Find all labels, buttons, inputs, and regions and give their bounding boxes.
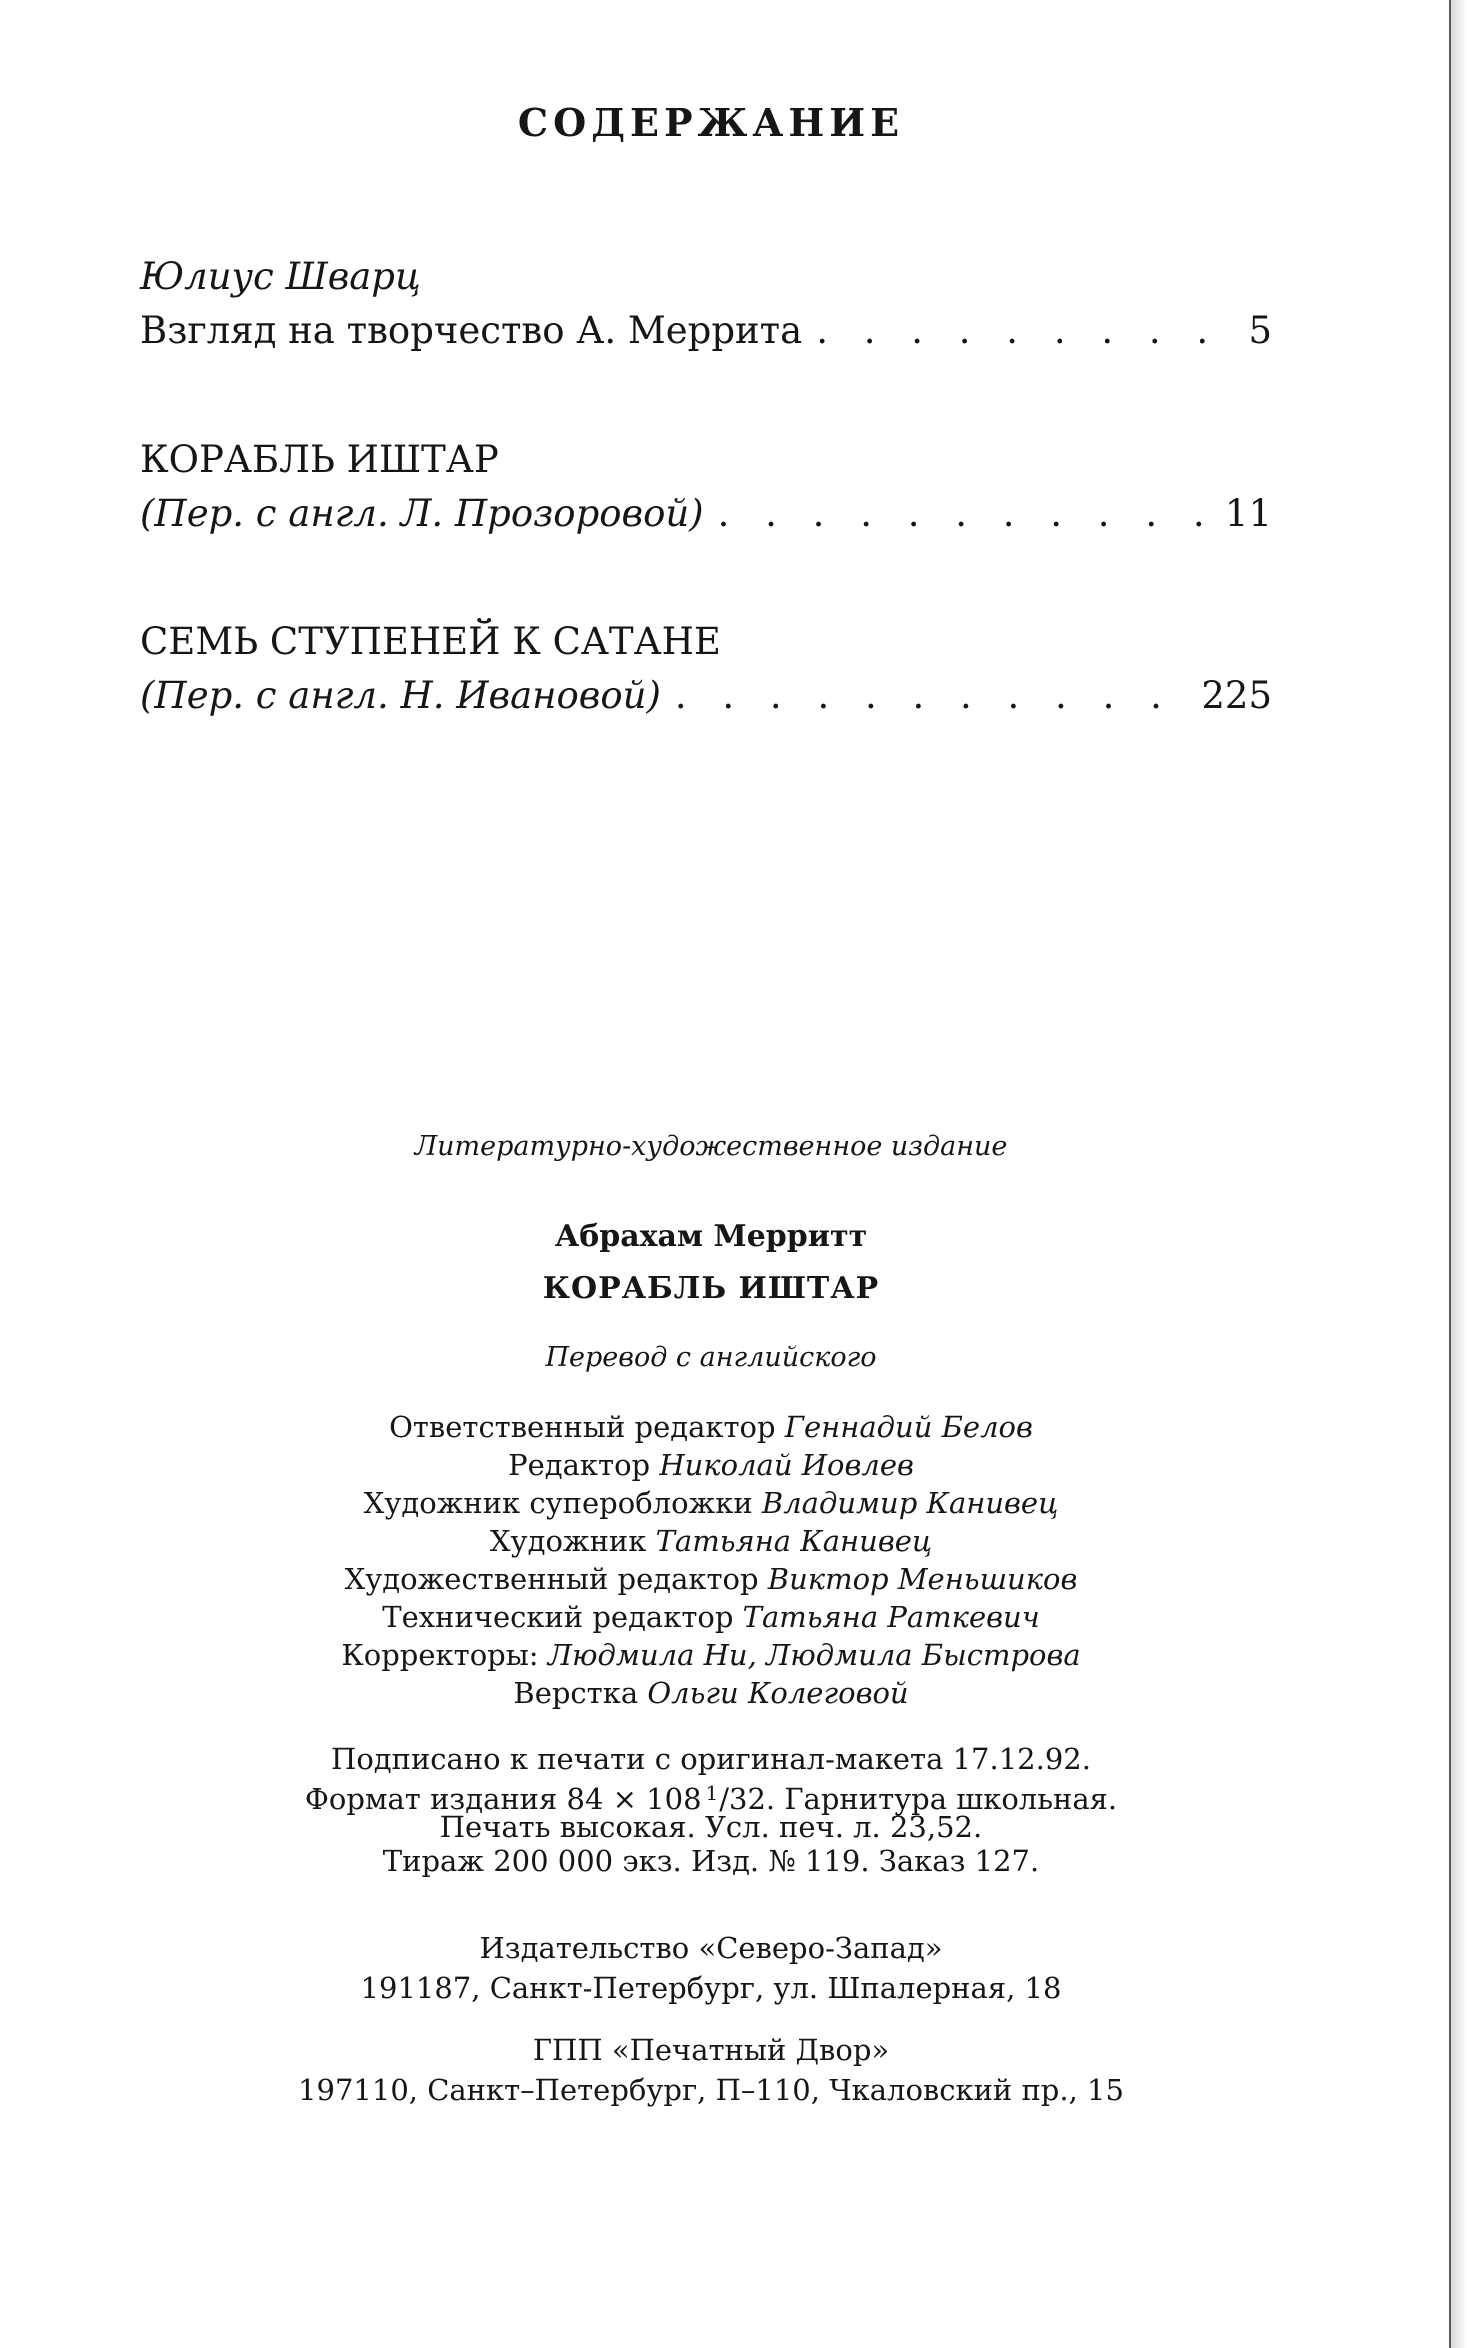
toc-leader-dots	[704, 492, 1219, 535]
toc-entry-author	[140, 255, 1272, 309]
toc-leader-dots	[802, 309, 1242, 352]
toc-entry-translator-line	[140, 492, 1272, 546]
credit-name: Людмила Ни, Людмила Быстрова	[547, 1638, 1081, 1672]
toc-entry-title-line	[140, 438, 1272, 492]
printer-name: ГПП «Печатный Двор»	[532, 2033, 890, 2067]
toc-entry-title-line	[140, 309, 1272, 363]
printing-run: Тираж 200 000 экз. Изд. № 119. Заказ 127.	[382, 1844, 1040, 1878]
printing-details	[0, 1742, 1422, 1878]
credit-role: Художник суперобложки	[363, 1486, 753, 1520]
toc-entry-author-text: Юлиус Шварц	[140, 255, 421, 298]
credit-row	[0, 1484, 1422, 1522]
credit-name: Татьяна Канивец	[655, 1524, 933, 1558]
toc-entry-translator: (Пер. с англ. Н. Ивановой)	[140, 674, 661, 717]
credit-name: Геннадий Белов	[784, 1410, 1033, 1444]
page-edge-shadow	[1451, 0, 1468, 2348]
printer-address: 197110, Санкт–Петербург, П–110, Чкаловский пр., 15	[298, 2073, 1124, 2107]
credit-role: Редактор	[508, 1448, 651, 1482]
credit-row	[0, 1408, 1422, 1446]
publisher-address: 191187, Санкт-Петербург, ул. Шпалерная, 18	[360, 1971, 1062, 2005]
credit-role: Верстка	[513, 1676, 639, 1710]
toc-entry[interactable]	[140, 255, 1272, 363]
credit-role: Корректоры:	[341, 1638, 539, 1672]
toc-entry-translator: (Пер. с англ. Л. Прозоровой)	[140, 492, 704, 535]
toc-page-number: 11	[1224, 492, 1272, 535]
toc-entry-title: Взгляд на творчество А. Меррита	[140, 309, 803, 352]
credit-row	[0, 1522, 1422, 1560]
credit-name: Владимир Канивец	[761, 1486, 1059, 1520]
credits-list	[0, 1408, 1422, 1712]
credit-role: Ответственный редактор	[389, 1410, 776, 1444]
toc-entry-title-line	[140, 620, 1272, 674]
printing-format-prefix: Формат издания 84 × 108	[304, 1782, 702, 1816]
toc-entry[interactable]	[140, 438, 1272, 546]
publisher-name: Издательство «Северо-Запад»	[479, 1931, 943, 1965]
edition-note: Литературно-художественное издание	[414, 1131, 1008, 1162]
credit-name: Татьяна Раткевич	[742, 1600, 1040, 1634]
credit-row	[0, 1560, 1422, 1598]
printing-format	[0, 1776, 1422, 1816]
book-title: КОРАБЛЬ ИШТАР	[542, 1271, 880, 1306]
credit-row	[0, 1674, 1422, 1712]
book-author: Абрахам Мерритт	[554, 1219, 868, 1254]
credit-role: Технический редактор	[382, 1600, 734, 1634]
credit-row	[0, 1446, 1422, 1484]
credit-row	[0, 1636, 1422, 1674]
toc-heading: СОДЕРЖАНИЕ	[517, 100, 905, 145]
translation-note: Перевод с английского	[545, 1342, 877, 1373]
toc-page-number: 225	[1201, 674, 1272, 717]
toc-entry-translator-line	[140, 674, 1272, 728]
printing-format-sup: 1	[705, 1781, 719, 1805]
toc-leader-dots	[661, 674, 1196, 717]
credit-row	[0, 1598, 1422, 1636]
publisher-block	[0, 1928, 1422, 2008]
credit-name: Николай Иовлев	[659, 1448, 914, 1482]
credit-role: Художник	[489, 1524, 647, 1558]
toc-entry-title: КОРАБЛЬ ИШТАР	[140, 438, 499, 481]
printing-type: Печать высокая. Усл. печ. л. 23,52.	[439, 1810, 983, 1844]
credit-name: Ольги Колеговой	[647, 1676, 909, 1710]
credit-name: Виктор Меньшиков	[767, 1562, 1078, 1596]
credit-role: Художественный редактор	[344, 1562, 759, 1596]
printing-format-suffix: /32. Гарнитура школьная.	[719, 1782, 1118, 1816]
printer-block	[0, 2030, 1422, 2110]
toc-entry[interactable]	[140, 620, 1272, 728]
toc-page-number: 5	[1248, 309, 1272, 352]
printing-signed: Подписано к печати с оригинал-макета 17.12.92.	[331, 1742, 1091, 1776]
toc-entry-title: СЕМЬ СТУПЕНЕЙ К САТАНЕ	[140, 620, 721, 663]
